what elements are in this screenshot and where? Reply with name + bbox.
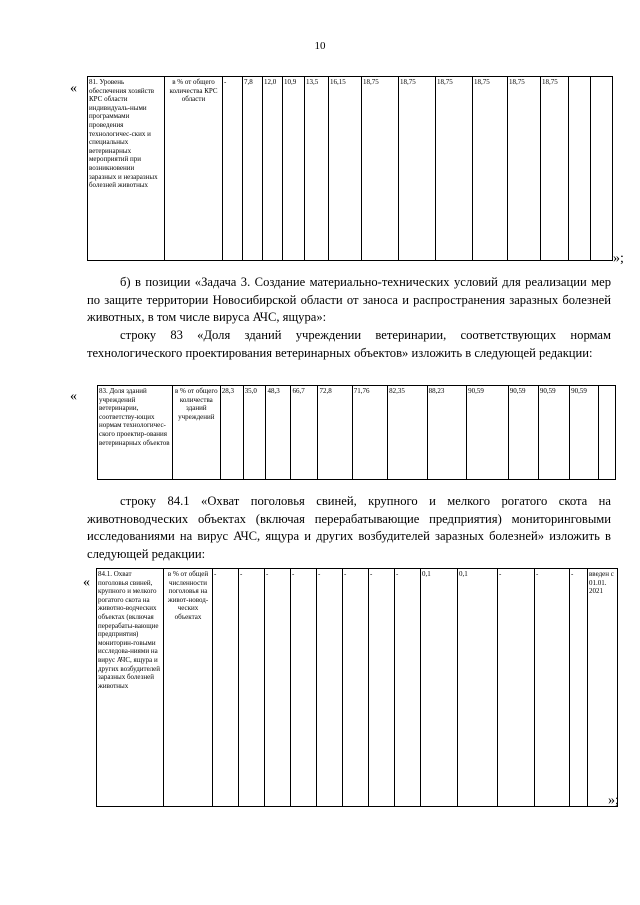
value-cell: 48,3 <box>266 386 291 480</box>
open-quote: « <box>70 81 77 96</box>
indicator-name: 84.1. Охват поголовья свиней, крупного и мелкого рогатого скота на животно-водческих объектах (включая перерабаты-вающие предприятия) мониторин-говыми исследова-ниями на вирус АЧС, ящура и других возбудителей заразных болезней животных <box>97 569 164 807</box>
value-cell: 10,9 <box>283 77 305 261</box>
value-cell: 12,0 <box>263 77 283 261</box>
value-cell: 13,5 <box>305 77 329 261</box>
value-cell: 82,35 <box>388 386 428 480</box>
value-cell: 18,75 <box>541 77 569 261</box>
value-cell: 71,76 <box>352 386 387 480</box>
unit-cell: в % от общего количества зданий учреждений <box>172 386 220 480</box>
close-mark: »; <box>608 793 619 808</box>
value-cell: - <box>213 569 239 807</box>
indicator-name: 83. Доля зданий учреждений ветеринарии, соответству-ющих нормам технологичес-ского проектир-ования ветеринарных объектов <box>98 386 173 480</box>
value-cell: 0,1 <box>458 569 498 807</box>
value-cell: - <box>570 569 588 807</box>
value-cell: - <box>343 569 369 807</box>
value-cell: 35,0 <box>243 386 266 480</box>
value-cell: 90,59 <box>467 386 509 480</box>
value-cell: - <box>317 569 343 807</box>
indicator-name: 81. Уровень обеспечения хозяйств КРС области индивидуаль-ными программами проведения технологичес-ских и специальных ветеринарных мероприятий при возникновении заразных и незаразных болезней животных <box>88 77 165 261</box>
value-cell: - <box>369 569 395 807</box>
value-cell: 18,75 <box>508 77 541 261</box>
value-cell: введен с 01.01. 2021 <box>588 569 618 807</box>
close-mark: »; <box>613 251 624 266</box>
value-cell: 28,3 <box>220 386 243 480</box>
value-cell: 18,75 <box>362 77 399 261</box>
value-cell: - <box>291 569 317 807</box>
value-cell: 0,1 <box>421 569 458 807</box>
value-cell: 90,59 <box>508 386 538 480</box>
value-cell: - <box>535 569 570 807</box>
paragraph-b: б) в позиции «Задача 3. Создание материально-технических условий для реализации мер по защите территории Новосибирской области от заноса и распространения заразных болезней животных, в том числе вируса АЧС, ящура»: <box>87 275 611 324</box>
table-row-81 <box>87 76 613 261</box>
value-cell: 90,59 <box>538 386 569 480</box>
value-cell: 66,7 <box>291 386 318 480</box>
table-row-83 <box>97 385 616 480</box>
open-quote: « <box>70 389 77 404</box>
value-cell: 88,23 <box>427 386 467 480</box>
value-cell: - <box>395 569 421 807</box>
unit-cell: в % от общего количества КРС области <box>165 77 223 261</box>
value-cell: 7,8 <box>243 77 263 261</box>
value-cell <box>599 386 616 480</box>
value-cell: 18,75 <box>473 77 508 261</box>
value-cell: 18,75 <box>399 77 436 261</box>
open-quote: « <box>83 575 90 590</box>
value-cell: 90,59 <box>570 386 599 480</box>
paragraph-84-1: строку 84.1 «Охват поголовья свиней, крупного и мелкого рогатого скота на животноводческих объектах (включая перерабатывающие предприятия) мониторинговыми исследованиями на вирус АЧС, ящура и других возбудителей заразных болезней» изложить в следующей редакции: <box>87 494 611 561</box>
value-cell: - <box>498 569 535 807</box>
value-cell <box>591 77 613 261</box>
table-row-84-1 <box>96 568 618 807</box>
value-cell: - <box>265 569 291 807</box>
value-cell: 16,15 <box>329 77 362 261</box>
value-cell <box>569 77 591 261</box>
value-cell: - <box>239 569 265 807</box>
value-cell: - <box>223 77 243 261</box>
paragraph-83: строку 83 «Доля зданий учреждении ветеринарии, соответствующих нормам технологического проектирования ветеринарных объектов» изложить в следующей редакции: <box>87 328 611 360</box>
unit-cell: в % от общей численности поголовья на живот-новод-ческих объектах <box>164 569 213 807</box>
value-cell: 18,75 <box>436 77 473 261</box>
value-cell: 72,8 <box>318 386 352 480</box>
page-number: 10 <box>314 40 326 52</box>
